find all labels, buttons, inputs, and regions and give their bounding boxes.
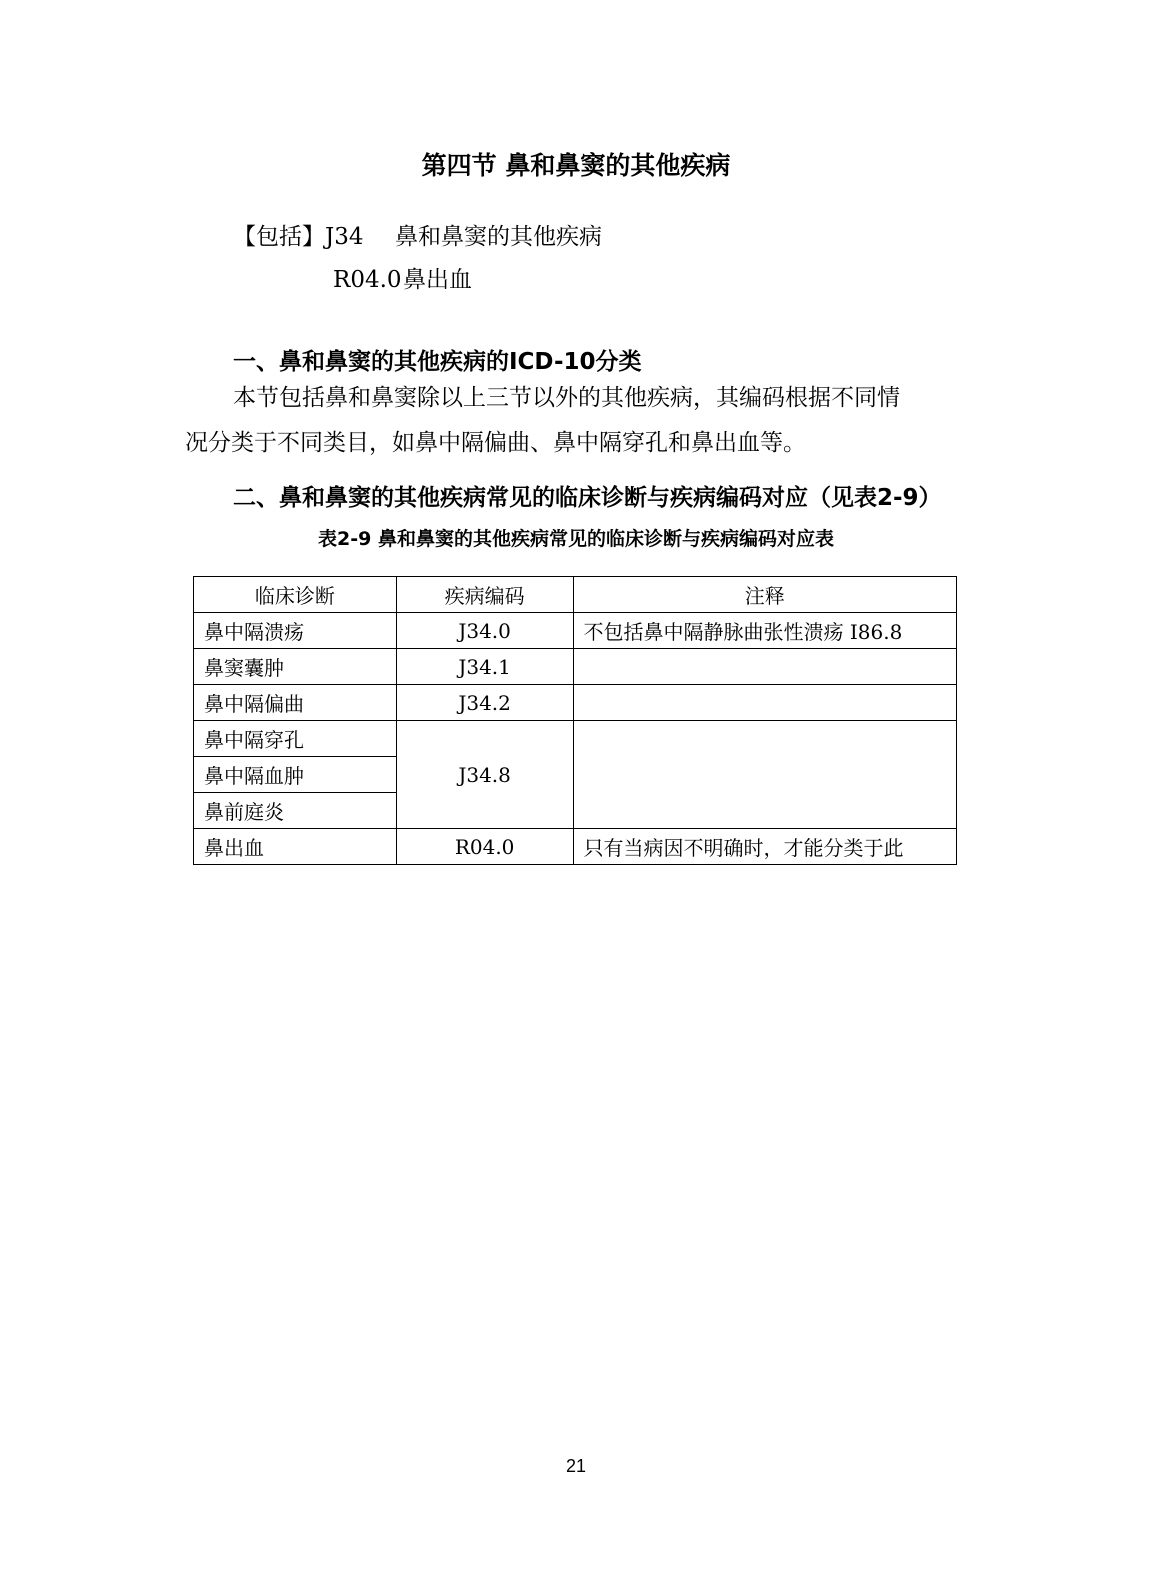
code-cell: R04.0 bbox=[396, 829, 573, 865]
table-header-row bbox=[194, 577, 957, 613]
diagnosis-cell: 鼻中隔穿孔 bbox=[194, 721, 397, 757]
includes-line-2 bbox=[333, 261, 472, 294]
diagnosis-cell: 鼻中隔溃疡 bbox=[194, 613, 397, 649]
paragraph-line-1: 本节包括鼻和鼻窦除以上三节以外的其他疾病，其编码根据不同情 bbox=[233, 385, 900, 411]
code-cell: J34.0 bbox=[396, 613, 573, 649]
note-cell bbox=[573, 685, 956, 721]
column-header: 注释 bbox=[573, 577, 956, 613]
includes-name: 鼻和鼻窦的其他疾病 bbox=[395, 224, 602, 250]
diagnosis-cell: 鼻中隔血肿 bbox=[194, 757, 397, 793]
code-cell: J34.8 bbox=[396, 721, 573, 829]
code-cell: J34.1 bbox=[396, 649, 573, 685]
heading-diagnosis-code-mapping: 二、鼻和鼻窦的其他疾病常见的临床诊断与疾病编码对应（见表2-9） bbox=[233, 485, 942, 511]
table-row bbox=[194, 721, 957, 757]
table-row bbox=[194, 685, 957, 721]
diagnosis-cell: 鼻中隔偏曲 bbox=[194, 685, 397, 721]
note-cell: 只有当病因不明确时，才能分类于此 bbox=[573, 829, 956, 865]
includes-code: R04.0 bbox=[333, 267, 402, 293]
table-caption: 表2-9 鼻和鼻窦的其他疾病常见的临床诊断与疾病编码对应表 bbox=[318, 528, 834, 550]
table-row bbox=[194, 649, 957, 685]
diagnosis-cell: 鼻前庭炎 bbox=[194, 793, 397, 829]
code-cell: J34.2 bbox=[396, 685, 573, 721]
table-row bbox=[194, 829, 957, 865]
heading-icd-classification: 一、鼻和鼻窦的其他疾病的ICD-10分类 bbox=[233, 349, 642, 375]
column-header: 临床诊断 bbox=[194, 577, 397, 613]
includes-line-1 bbox=[233, 218, 602, 251]
note-cell: 不包括鼻中隔静脉曲张性溃疡 I86.8 bbox=[573, 613, 956, 649]
includes-name: 鼻出血 bbox=[403, 267, 472, 293]
page-number: 21 bbox=[565, 1456, 587, 1476]
diagnosis-cell: 鼻窦囊肿 bbox=[194, 649, 397, 685]
diagnosis-cell: 鼻出血 bbox=[194, 829, 397, 865]
paragraph-line-2: 况分类于不同类目，如鼻中隔偏曲、鼻中隔穿孔和鼻出血等。 bbox=[185, 430, 806, 456]
includes-code: J34 bbox=[325, 224, 364, 250]
column-header: 疾病编码 bbox=[396, 577, 573, 613]
note-cell bbox=[573, 649, 956, 685]
note-cell bbox=[573, 721, 956, 829]
section-title: 第四节 鼻和鼻窦的其他疾病 bbox=[421, 151, 731, 180]
table-row bbox=[194, 613, 957, 649]
diagnosis-code-table bbox=[193, 576, 957, 865]
includes-label: 【包括】 bbox=[233, 224, 325, 250]
